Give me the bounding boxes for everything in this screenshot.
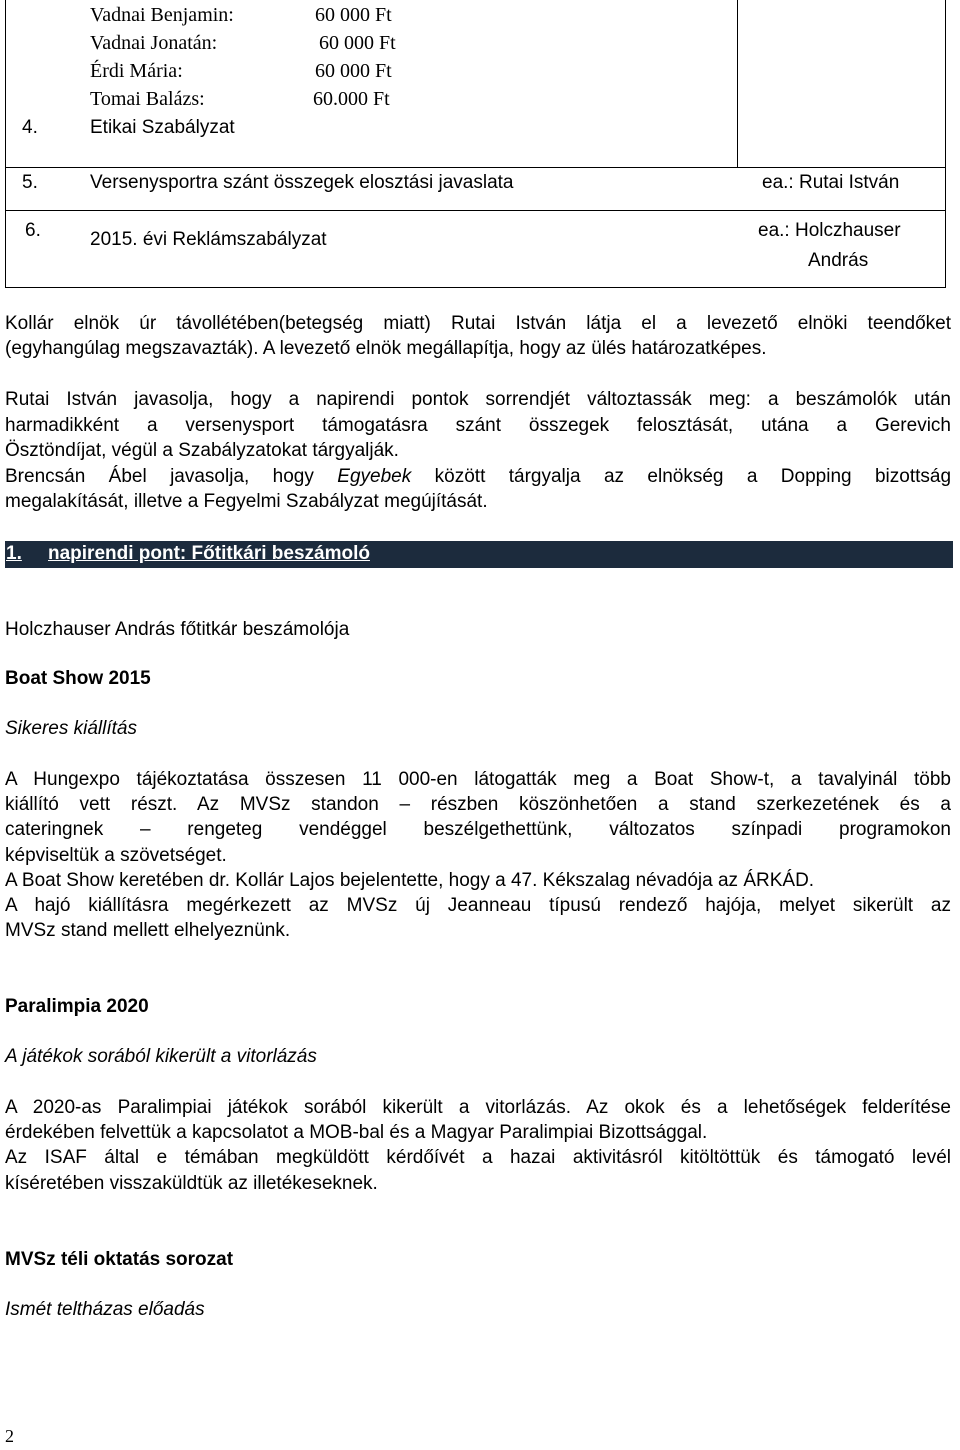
intro-paragraph-line: Rutai István javasolja, hogy a napirendi pontok sorrendjét változtassák meg: a beszámolók után xyxy=(5,389,951,410)
agenda-item-presenter: ea.: Holczhauser xyxy=(758,220,901,241)
report-title: Holczhauser András főtitkár beszámolója xyxy=(5,619,350,640)
agenda-item-title: Versenysportra szánt összegek elosztási javaslata xyxy=(90,172,514,193)
intro-paragraph-line xyxy=(5,466,951,488)
intro-text: Brencsán Ábel javasolja, hogy xyxy=(5,466,314,487)
boat-show-title: Boat Show 2015 xyxy=(5,668,151,689)
table-border-left xyxy=(5,0,6,288)
paralympics-line: kíséretében visszaküldtük az illetékeseknek. xyxy=(5,1173,378,1194)
amount-value: 60 000 Ft xyxy=(315,4,392,26)
amount-name: Vadnai Jonatán: xyxy=(90,32,218,54)
amount-value: 60 000 Ft xyxy=(315,60,392,82)
paralympics-line: Az ISAF által e témában megküldött kérdőívét a hazai aktivitásról kitöltöttük és támogató levél xyxy=(5,1147,951,1168)
paralympics-line: A 2020-as Paralimpiai játékok sorából kikerült a vitorlázás. Az okok és a lehetőségek felderítése xyxy=(5,1097,951,1118)
boat-show-line: A Boat Show keretében dr. Kollár Lajos bejelentette, hogy a 47. Kékszalag névadója az ÁRKÁD. xyxy=(5,870,815,891)
intro-paragraph-line: Ösztöndíjat, végül a Szabályzatokat tárgyalják. xyxy=(5,440,399,461)
section-heading-number: 1. xyxy=(6,543,22,564)
paralympics-subtitle: A játékok sorából kikerült a vitorlázás xyxy=(5,1046,317,1067)
table-divider xyxy=(737,0,738,168)
amount-name: Tomai Balázs: xyxy=(90,88,205,110)
intro-text: között tárgyalja az elnökség a Dopping bizottság xyxy=(434,466,952,487)
amount-value: 60 000 Ft xyxy=(319,32,396,54)
boat-show-subtitle: Sikeres kiállítás xyxy=(5,718,137,739)
agenda-item-number: 4. xyxy=(22,117,38,138)
table-bottom-border xyxy=(5,287,946,288)
agenda-item-presenter: András xyxy=(808,250,869,271)
intro-paragraph-line: Kollár elnök úr távollétében(betegség miatt) Rutai István látja el a levezető elnöki teendőket xyxy=(5,313,951,334)
section-heading-bar xyxy=(5,541,953,568)
paralympics-line: érdekében felvettük a kapcsolatot a MOB-bal és a Magyar Paralimpiai Bizottsággal. xyxy=(5,1122,708,1143)
boat-show-line: A hajó kiállításra megérkezett az MVSz új Jeanneau típusú rendező hajója, melyet sikerült az xyxy=(5,895,951,916)
intro-paragraph-line: harmadikként a versenysport támogatásra szánt összegek felosztását, utána a Gerevich xyxy=(5,415,951,436)
paralympics-title: Paralimpia 2020 xyxy=(5,996,149,1017)
boat-show-line: kiállító vett részt. Az MVSz standon – részben köszönhetően a stand szerkezetének és a xyxy=(5,794,951,815)
boat-show-line: képviseltük a szövetséget. xyxy=(5,845,227,866)
winter-series-subtitle: Ismét teltházas előadás xyxy=(5,1299,205,1320)
amount-name: Vadnai Benjamin: xyxy=(90,4,234,26)
agenda-item-number: 6. xyxy=(25,220,41,241)
page-number: 2 xyxy=(5,1426,14,1446)
agenda-item-number: 5. xyxy=(22,172,38,193)
agenda-item-title: 2015. évi Reklámszabályzat xyxy=(90,229,327,250)
boat-show-line: MVSz stand mellett elhelyeznünk. xyxy=(5,920,291,941)
table-border-right xyxy=(945,0,946,288)
intro-emphasis: Egyebek xyxy=(337,466,412,487)
intro-paragraph-line: megalakítását, illetve a Fegyelmi Szabályzat megújítását. xyxy=(5,491,488,512)
boat-show-line: A Hungexpo tájékoztatása összesen 11 000-en látogatták meg a Boat Show-t, a tavalyinál több xyxy=(5,769,951,790)
section-heading-text: napirendi pont: Főtitkári beszámoló xyxy=(48,543,370,564)
boat-show-line: cateringnek – rengeteg vendéggel beszélgethettünk, változatos színpadi programokon xyxy=(5,819,951,840)
agenda-item-presenter: ea.: Rutai István xyxy=(762,172,900,193)
table-row-separator xyxy=(5,167,946,168)
amount-value: 60.000 Ft xyxy=(313,88,390,110)
agenda-item-title: Etikai Szabályzat xyxy=(90,117,235,138)
winter-series-title: MVSz téli oktatás sorozat xyxy=(5,1249,234,1270)
table-row-separator xyxy=(5,210,946,211)
amount-name: Érdi Mária: xyxy=(90,60,183,82)
intro-paragraph-line: (egyhangúlag megszavazták). A levezető elnök megállapítja, hogy az ülés határozatképes. xyxy=(5,338,767,359)
